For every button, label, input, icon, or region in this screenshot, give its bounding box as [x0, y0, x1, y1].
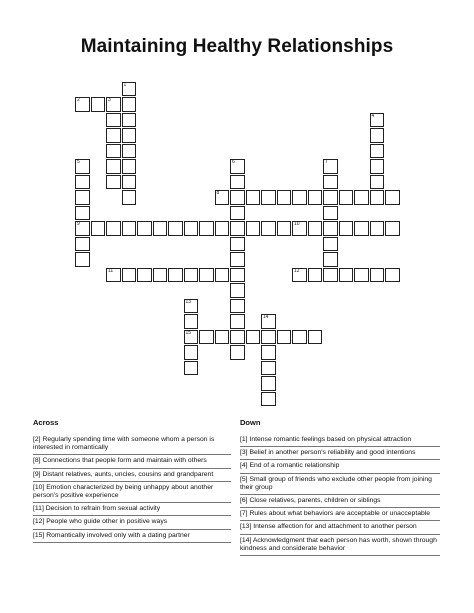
down-clue-14: [14] Acknowledgment that each person has worth, shown through kindness and considerate behavior: [240, 536, 440, 556]
cell-number: 4: [371, 112, 375, 119]
cell-number: 10: [294, 221, 300, 227]
grid-cell[interactable]: [323, 175, 338, 190]
down-clue-1: [1] Intense romantic feelings based on physical attraction: [240, 435, 440, 447]
grid-cell[interactable]: [261, 376, 276, 391]
grid-cell[interactable]: [370, 175, 385, 190]
grid-cell[interactable]: [75, 237, 90, 252]
grid-cell[interactable]: [106, 144, 121, 159]
grid-cell[interactable]: [230, 268, 245, 283]
grid-cell[interactable]: [91, 221, 106, 236]
grid-cell[interactable]: [75, 252, 90, 267]
grid-cell[interactable]: [184, 361, 199, 376]
across-clue-8: [8] Connections that people form and maintain with others: [33, 456, 231, 468]
grid-cell[interactable]: [354, 221, 369, 236]
grid-cell[interactable]: [106, 128, 121, 143]
grid-cell[interactable]: [75, 190, 90, 205]
grid-cell[interactable]: [308, 221, 323, 236]
cell-number: 13: [185, 298, 192, 305]
grid-cell[interactable]: [122, 82, 137, 97]
grid-cell[interactable]: [91, 97, 106, 112]
grid-cell[interactable]: [323, 206, 338, 221]
grid-cell[interactable]: [354, 190, 369, 205]
grid-cell[interactable]: [230, 237, 245, 252]
grid-cell[interactable]: [261, 314, 276, 329]
cell-number: 15: [185, 329, 192, 336]
grid-cell[interactable]: [385, 268, 400, 283]
cell-number: 7: [325, 159, 328, 165]
down-clue-13: [13] Intense affection for and attachment to another person: [240, 522, 440, 534]
down-clues: [240, 418, 440, 557]
grid-cell[interactable]: [261, 330, 276, 345]
grid-cell[interactable]: [122, 97, 137, 112]
grid-cell[interactable]: [385, 190, 400, 205]
grid-cell[interactable]: [215, 330, 230, 345]
grid-cell[interactable]: [137, 268, 152, 283]
grid-cell[interactable]: [184, 268, 199, 283]
grid-cell[interactable]: [122, 128, 137, 143]
cell-number: 3: [108, 97, 111, 103]
grid-cell[interactable]: [230, 314, 245, 329]
grid-cell[interactable]: [277, 190, 292, 205]
grid-cell[interactable]: [246, 330, 261, 345]
grid-cell[interactable]: [370, 190, 385, 205]
grid-cell[interactable]: [323, 268, 338, 283]
grid-cell[interactable]: [215, 190, 230, 205]
grid-cell[interactable]: [230, 345, 245, 360]
cell-number: 9: [77, 221, 80, 227]
down-clue-5: [5] Small group of friends who exclude other people from joining their group: [240, 475, 440, 495]
grid-cell[interactable]: [292, 190, 307, 205]
grid-cell[interactable]: [339, 190, 354, 205]
grid-cell[interactable]: [137, 221, 152, 236]
grid-cell[interactable]: [246, 221, 261, 236]
grid-cell[interactable]: [308, 330, 323, 345]
grid-cell[interactable]: [153, 268, 168, 283]
grid-cell[interactable]: [184, 345, 199, 360]
grid-cell[interactable]: [168, 221, 183, 236]
across-clue-2: [2] Regularly spending time with someone whom a person is interested in romantically: [33, 435, 231, 455]
down-heading: Down: [240, 418, 261, 427]
down-clue-7: [7] Rules about what behaviors are acceptable or unacceptable: [240, 509, 440, 521]
cell-number: 14: [263, 314, 269, 320]
grid-cell[interactable]: [261, 221, 276, 236]
grid-cell[interactable]: [106, 113, 121, 128]
grid-cell[interactable]: [323, 237, 338, 252]
grid-cell[interactable]: [370, 128, 385, 143]
grid-cell[interactable]: [230, 159, 245, 174]
cell-number: 6: [232, 159, 235, 165]
grid-cell[interactable]: [230, 221, 245, 236]
down-clue-3: [3] Belief in another person's reliability and good intentions: [240, 448, 440, 460]
grid-cell[interactable]: [215, 268, 230, 283]
grid-cell[interactable]: [277, 221, 292, 236]
grid-cell[interactable]: [199, 221, 214, 236]
grid-cell[interactable]: [75, 221, 90, 236]
grid-cell[interactable]: [261, 392, 276, 407]
cell-number: 12: [294, 267, 300, 274]
grid-cell[interactable]: [230, 175, 245, 190]
grid-cell[interactable]: [323, 221, 338, 236]
grid-cell[interactable]: [370, 144, 385, 159]
grid-cell[interactable]: [184, 330, 199, 345]
grid-cell[interactable]: [122, 144, 137, 159]
grid-cell[interactable]: [261, 190, 276, 205]
grid-cell[interactable]: [122, 221, 137, 236]
grid-cell[interactable]: [292, 268, 307, 283]
grid-cell[interactable]: [122, 190, 137, 205]
down-clue-6: [6] Close relatives, parents, children or siblings: [240, 496, 440, 508]
grid-cell[interactable]: [308, 190, 323, 205]
grid-cell[interactable]: [370, 268, 385, 283]
grid-cell[interactable]: [339, 268, 354, 283]
grid-cell[interactable]: [106, 221, 121, 236]
grid-cell[interactable]: [199, 268, 214, 283]
puzzle-title: Maintaining Healthy Relationships: [80, 36, 394, 57]
grid-cell[interactable]: [246, 190, 261, 205]
grid-cell[interactable]: [75, 175, 90, 190]
grid-cell[interactable]: [385, 221, 400, 236]
grid-cell[interactable]: [292, 221, 307, 236]
grid-cell[interactable]: [323, 159, 338, 174]
cell-number: 11: [108, 267, 114, 274]
cell-number: 2: [77, 97, 80, 103]
grid-cell[interactable]: [354, 268, 369, 283]
grid-cell[interactable]: [261, 361, 276, 376]
grid-cell[interactable]: [323, 190, 338, 205]
grid-cell[interactable]: [75, 206, 90, 221]
grid-cell[interactable]: [184, 299, 199, 314]
grid-cell[interactable]: [199, 330, 214, 345]
grid-cell[interactable]: [323, 252, 338, 267]
grid-cell[interactable]: [153, 221, 168, 236]
grid-cell[interactable]: [122, 175, 137, 190]
grid-cell[interactable]: [370, 159, 385, 174]
across-clue-15: [15] Romantically involved only with a dating partner: [33, 531, 231, 543]
cell-number: 8: [216, 190, 220, 196]
across-heading: Across: [33, 418, 59, 427]
grid-cell[interactable]: [106, 268, 121, 283]
grid-cell[interactable]: [184, 221, 199, 236]
cell-number: 5: [77, 159, 80, 165]
grid-cell[interactable]: [339, 221, 354, 236]
across-clue-11: [11] Decision to refrain from sexual activity: [33, 504, 231, 516]
cell-number: 1: [123, 81, 127, 88]
grid-cell[interactable]: [75, 159, 90, 174]
down-clue-4: [4] End of a romantic relationship: [240, 461, 440, 473]
across-clue-12: [12] People who guide other in positive ways: [33, 517, 231, 529]
grid-cell[interactable]: [277, 330, 292, 345]
grid-cell[interactable]: [122, 159, 137, 174]
grid-cell[interactable]: [230, 206, 245, 221]
grid-cell[interactable]: [75, 97, 90, 112]
grid-cell[interactable]: [308, 268, 323, 283]
grid-cell[interactable]: [230, 283, 245, 298]
grid-cell[interactable]: [261, 345, 276, 360]
across-clues: [33, 418, 231, 544]
grid-cell[interactable]: [106, 159, 121, 174]
across-clue-9: [9] Distant relatives, aunts, uncles, cousins and grandparent: [33, 470, 231, 482]
grid-cell[interactable]: [106, 175, 121, 190]
grid-cell[interactable]: [106, 97, 121, 112]
grid-cell[interactable]: [370, 113, 385, 128]
grid-cell[interactable]: [122, 113, 137, 128]
grid-cell[interactable]: [168, 268, 183, 283]
across-clue-10: [10] Emotion characterized by being unhappy about another person's positive experience: [33, 483, 231, 503]
grid-cell[interactable]: [122, 268, 137, 283]
grid-cell[interactable]: [215, 221, 230, 236]
grid-cell[interactable]: [292, 330, 307, 345]
grid-cell[interactable]: [230, 190, 245, 205]
grid-cell[interactable]: [230, 299, 245, 314]
grid-cell[interactable]: [230, 252, 245, 267]
grid-cell[interactable]: [230, 330, 245, 345]
grid-cell[interactable]: [184, 314, 199, 329]
grid-cell[interactable]: [370, 221, 385, 236]
